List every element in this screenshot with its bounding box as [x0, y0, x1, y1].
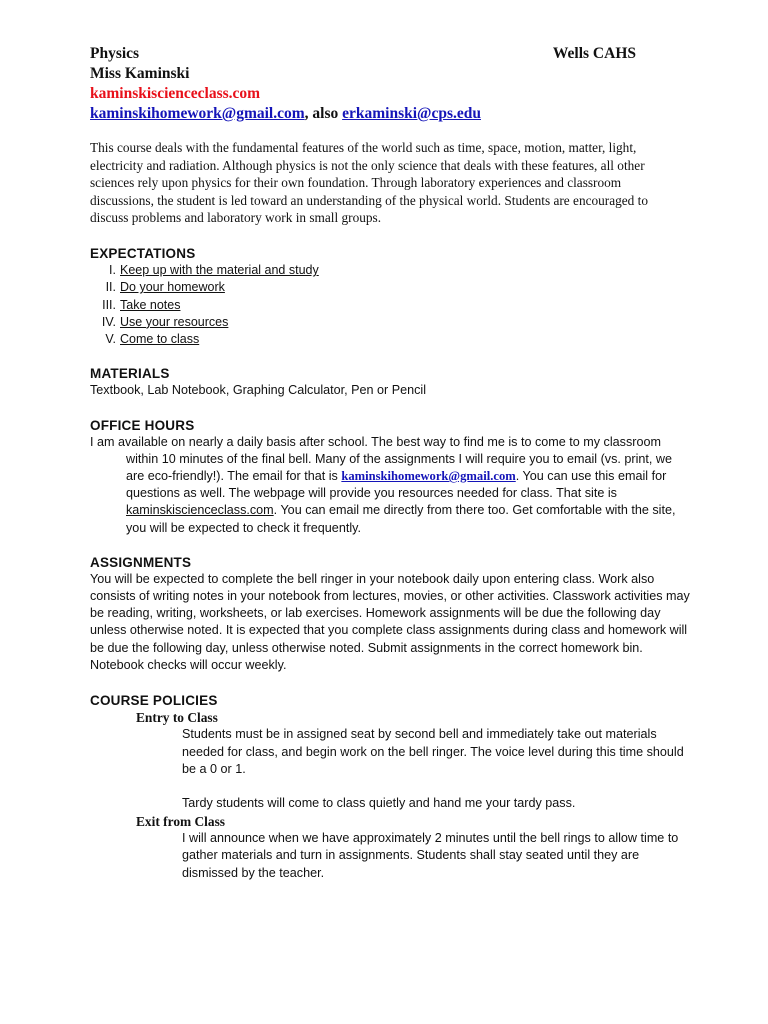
list-item: III. Take notes — [102, 297, 181, 312]
expectations-list — [90, 262, 690, 348]
cps-email-link[interactable]: erkaminski@cps.edu — [342, 105, 481, 122]
homework-email-link[interactable]: kaminskihomework@gmail.com — [90, 105, 305, 122]
list-item: I. Keep up with the material and study — [109, 262, 319, 277]
list-item: II. Do your homework — [105, 280, 225, 295]
list-item: IV. Use your resources — [101, 314, 229, 329]
exit-from-class-heading: Exit from Class — [136, 813, 226, 829]
subject-title: Physics — [90, 45, 140, 62]
expectations-heading: EXPECTATIONS — [90, 245, 196, 261]
header-row — [90, 44, 636, 64]
exit-from-class-text: I will announce when we have approximately 2 minutes until the bell rings to allow time to gather materials and turn in assignments. Students shall stay seated until they are dismissed by the teacher. — [182, 830, 679, 880]
assignments-heading: ASSIGNMENTS — [90, 554, 192, 570]
teacher-name: Miss Kaminski — [90, 65, 190, 82]
entry-to-class-heading: Entry to Class — [136, 710, 218, 726]
site-inline-link[interactable]: kaminskiscienceclass.com — [126, 503, 274, 518]
school-name: Wells CAHS — [552, 45, 636, 62]
email-line — [90, 104, 690, 124]
website-link[interactable]: kaminskiscienceclass.com — [90, 85, 261, 102]
office-hours-heading: OFFICE HOURS — [90, 417, 195, 433]
homework-email-inline-link[interactable]: kaminskihomework@gmail.com — [341, 469, 516, 484]
spacer — [90, 778, 690, 795]
tardy-text: Tardy students will come to class quietly and hand me your tardy pass. — [182, 796, 576, 811]
course-policies-heading: COURSE POLICIES — [90, 693, 218, 709]
materials-heading: MATERIALS — [90, 366, 170, 382]
syllabus-page — [90, 44, 690, 882]
also-text: , also — [304, 105, 343, 122]
list-item: V. Come to class — [105, 332, 200, 347]
office-hours-text: I am available on nearly a daily basis after school. The best way to find me is to come to my classroom within 10 minutes of the final bell. Many of the assignments I will require you to email (vs. print, we are eco-friendly!). The email for that is kaminskihomework@gmail.com. You can use this email for questions as well. The webpage will provide you resources needed for class. That site is kaminskiscienceclass.com. You can email me directly from there too. Get comfortable with the site, you will be expected to check it frequently. — [90, 434, 676, 535]
materials-text: Textbook, Lab Notebook, Graphing Calculator, Pen or Pencil — [90, 383, 427, 398]
entry-to-class-text: Students must be in assigned seat by second bell and immediately take out materials needed for class, and begin work on the bell ringer. The voice level during this time should be a 0 or 1. — [182, 727, 684, 776]
assignments-text: You will be expected to complete the bell ringer in your notebook daily upon entering class. Work also consists of writing notes in your notebook from lectures, movies, or other activities. Classwork activities may be reading, writing, worksheets, or lab exercises. Homework assignments will be due the following day unless otherwise noted. It is expected that you complete class assignments during class and homework will be due the following day, unless otherwise noted. Submit assignments in the correct homework bin. Notebook checks will occur weekly. — [90, 571, 690, 672]
course-description: This course deals with the fundamental features of the world such as time, space, motion, matter, light, electricity and radiation. Although physics is not the only science that deals with these features, all other sciences rely upon physics for their own foundation. Through laboratory experiences and classroom discussions, the student is led toward an understanding of the physical world. Students are encouraged to discuss problems and laboratory work in small groups. — [90, 140, 648, 226]
